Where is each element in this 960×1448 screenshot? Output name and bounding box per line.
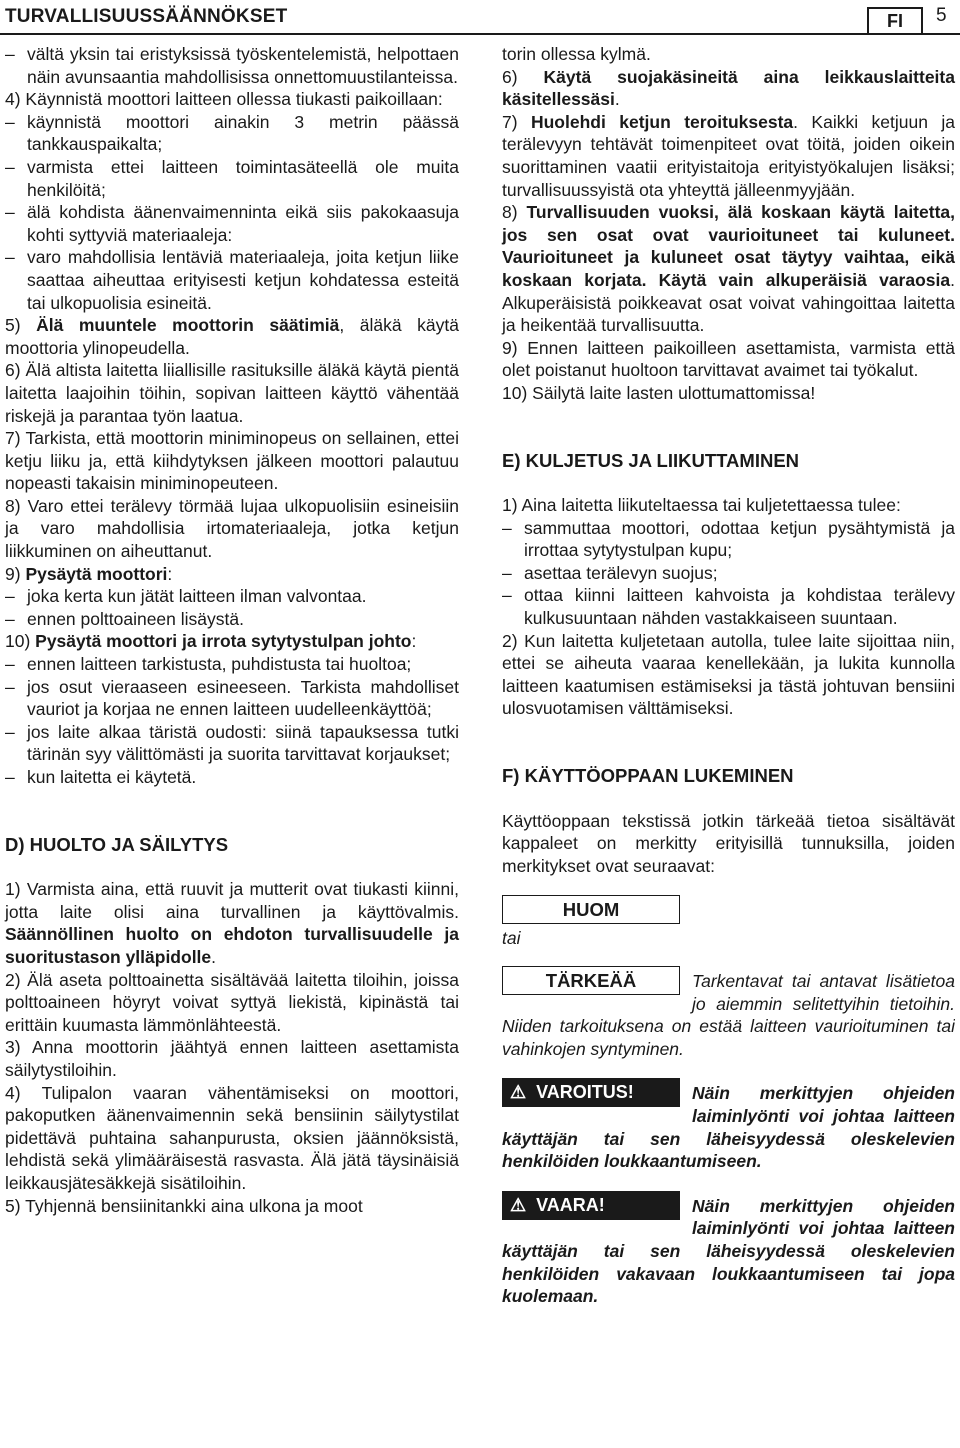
paragraph-text: : [167,563,173,584]
vaara-label-box [502,1191,680,1220]
paragraph: 9) Ennen laitteen paikoilleen asettamista, varmista että olet poistanut huoltoon tarvittavat avaimet tai työkalut. [502,337,955,381]
list-item: – vältä yksin tai eristyksissä työskentelemistä, helpottaen näin avunsaantia mahdollisissa onnettomuustilanteissa. [5,43,459,88]
paragraph [502,66,955,111]
bold-text: Pysäytä moottori ja irrota sytytystulpan johto [35,631,412,652]
paragraph-text: 1) Varmista aina, että ruuvit ja mutterit ovat tiukasti kiinni, jotta laite olisi aina turvallinen ja käyttövalmis. [5,879,459,922]
bold-text: Säännöllinen huolto on ehdoton turvallisuudelle ja suoritustason ylläpidolle [5,924,459,967]
paragraph-text: . [614,89,620,110]
list-item: – ennen laitteen tarkistusta, puhdistusta tai huoltoa; [5,653,459,676]
language-tab: FI [867,7,923,33]
bold-text: Älä muuntele moottorin säätimiä [36,315,340,336]
paragraph-text: , äläkä käytä moottoria ylinopeudella. [5,315,459,358]
paragraph [5,878,459,968]
list-item: – varo mahdollisia lentäviä materiaaleja, joita ketjun liike saattaa aiheuttaa erityisesti ketjun kohdatessa esteitä tai ulkopuolisia esineitä. [5,246,459,314]
section-heading: F) KÄYTTÖOPPAAN LUKEMINEN [502,765,794,787]
left-column [5,43,459,1217]
list-item: – käynnistä moottori ainakin 3 metrin päässä tankkauspaikalta; [5,111,459,156]
paragraph: 7) Tarkista, että moottorin miniminopeus on sellainen, ettei ketju liiku ja, että kiihdytyksen jälkeen moottori palautuu nopeasti takaisin miniminopeuteen. [5,428,459,494]
note-text: Tarkentavat tai antavat lisätietoa jo aiemmin selitettyihin tietoihin. Niiden tarkoituksena on estää laitteen vaurioituminen tai vahinkojen syntyminen. [502,971,955,1059]
bold-text: Käytä suojakäsineitä aina leikkauslaitteita käsitellessäsi [502,66,955,110]
paragraph: 8) Varo ettei terälevy törmää lujaa ulkopuolisiin esineisiin ja varo mahdollisia irtomateriaaleja, jotka ketjun liikkuminen on aiheuttanut. [5,495,459,562]
warning-triangle-icon: ⚠ [510,1194,527,1215]
paragraph-number: 10) [5,631,36,652]
page-number: 5 [936,5,947,26]
paragraph [5,630,459,653]
list-item: – kun laitetta ei käytetä. [5,766,459,789]
paragraph-text: : [411,631,417,652]
tarkeaa-label-box: TÄRKEÄÄ [502,966,680,995]
list-item: – jos laite alkaa täristä oudosti: siinä tapauksessa tutki tärinän syy välittömästi ja suorita tarvittavat korjaukset; [5,721,459,766]
danger-text: Näin merkittyjen ohjeiden laiminlyönti voi johtaa laitteen käyttäjän tai sen läheisyydessä oleskelevien henkilöiden vakavaan loukkaantumiseen tai jopa kuolemaan. [502,1195,955,1307]
list-item: – ottaa kiinni laitteen kahvoista ja kohdistaa terälevy kulkusuuntaan nähden vastakkaiseen suuntaan. [502,584,955,629]
paragraph: 4) Tulipalon vaaran vähentämiseksi on moottori, pakoputken äänenvaimennin sekä bensiinin säilytystilat pidettävä puhtaina sahanpurusta, oksien jäännöksistä, lehdistä sekä ylimääräisestä rasvasta. Älä jätä täysinäisiä leikkausjätesäkkejä sisätiloihin. [5,1082,459,1193]
paragraph: Käyttöoppaan tekstissä jotkin tärkeää tietoa sisältävät kappaleet on merkitty erityisillä tunnuksilla, joiden merkitykset ovat seuraavat: [502,810,955,876]
list-item: – asettaa terälevyn suojus; [502,562,955,585]
paragraph: 4) Käynnistä moottori laitteen ollessa tiukasti paikoillaan: [5,89,443,110]
or-text: tai [502,928,521,949]
danger-label: VAARA! [536,1194,605,1215]
paragraph-number: 5) [5,315,37,336]
paragraph-text: . Alkuperäisistä poikkeavat osat voivat vahingoittaa laitetta ja heikentää turvallisuutta. [502,269,955,336]
paragraph: 2) Kun laitetta kuljetetaan autolla, tulee laite sijoittaa niin, ettei se aiheuta vaaraa kenellekään, ja lukita kunnolla laitteen kaatumisen estämiseksi ja tästä johtuvan bensiini ulosvuotamisen välttämiseksi. [502,630,955,719]
paragraph [5,314,459,359]
section-heading: E) KULJETUS JA LIIKUTTAMINEN [502,449,800,471]
bold-text: Pysäytä moottori [25,563,168,584]
paragraph-text: . [211,946,217,967]
list-item: – varmista ettei laitteen toimintasäteellä ole muita henkilöitä; [5,156,459,201]
list-item: – joka kerta kun jätät laitteen ilman valvontaa. [5,585,459,608]
list-item: – ennen polttoaineen lisäystä. [5,608,459,631]
warning-triangle-icon: ⚠ [510,1082,527,1103]
list-item: – sammuttaa moottori, odottaa ketjun pysähtymistä ja irrottaa sytytystulpan kupu; [502,517,955,562]
paragraph: 1) Aina laitetta liikuteltaessa tai kuljetettaessa tulee: [502,495,901,516]
paragraph-number: 6) [502,66,544,87]
list-item: – jos osut vieraaseen esineeseen. Tarkista mahdolliset vauriot ja korjaa ne ennen laitteen uudelleenkäyttöä; [5,676,459,721]
right-column [502,43,955,1308]
page-header [0,0,960,34]
warning-label: VAROITUS! [536,1082,634,1103]
paragraph-number: 9) [5,563,26,584]
paragraph-number: 7) [502,111,531,132]
section-title: TURVALLISUUSSÄÄNNÖKSET [5,6,288,27]
bold-text: Turvallisuuden vuoksi, älä koskaan käytä laitetta, jos sen osat ovat vaurioituneet tai kuluneet. Vaurioituneet ja kuluneet osat täytyy vaihtaa, eikä koskaan korjata. Käytä vain alkuperäisiä varaosia [502,202,955,290]
paragraph-number: 8) [502,202,527,223]
paragraph: torin ollessa kylmä. [502,44,651,64]
list-item: – älä kohdista äänenvaimenninta eikä siis pakokaasuja kohti syttyviä materiaaleja: [5,201,459,246]
paragraph [5,563,459,586]
vaara-note [502,1189,955,1308]
varoitus-label-box [502,1078,680,1107]
huom-label-box: HUOM [502,895,680,924]
paragraph: 3) Anna moottorin jäähtyä ennen laitteen asettamista säilytystiloihin. [5,1037,459,1080]
paragraph [502,111,955,201]
paragraph [502,201,955,337]
warning-text: Näin merkittyjen ohjeiden laiminlyönti voi johtaa laitteen käyttäjän tai sen läheisyydessä oleskelevien henkilöiden loukkaantumiseen. [502,1083,955,1172]
paragraph: 6) Älä altista laitetta liiallisille rasituksille äläkä käytä pientä laitetta laajoihin töihin, sopivan laitteen käyttö vähentää riskejä ja parantaa työn laatua. [5,360,459,426]
paragraph: 2) Älä aseta polttoainetta sisältävää laitetta tiloihin, joissa polttoaineen höyryt voivat syttyä liekistä, kipinästä tai erittäin kuumasta lämmönlähteestä. [5,969,459,1035]
tarkeaa-note [502,964,955,1060]
paragraph: 10) Säilytä laite lasten ulottumattomissa! [502,382,816,403]
bold-text: Huolehdi ketjun teroituksesta [530,111,794,132]
paragraph-text: . Kaikki ketjuun ja terälevyyn tehtävät toimenpiteet ovat töitä, joiden oikein suorittaminen vaatii erityistaitoja erityistyökalujen lisäksi; turvallisuussyistä ota yhteyttä jälleenmyyjään. [502,111,955,200]
header-rule [0,33,960,35]
section-heading: D) HUOLTO JA SÄILYTYS [5,833,229,855]
paragraph: 5) Tyhjennä bensiinitankki aina ulkona ja moot [5,1195,363,1216]
varoitus-note [502,1076,955,1172]
